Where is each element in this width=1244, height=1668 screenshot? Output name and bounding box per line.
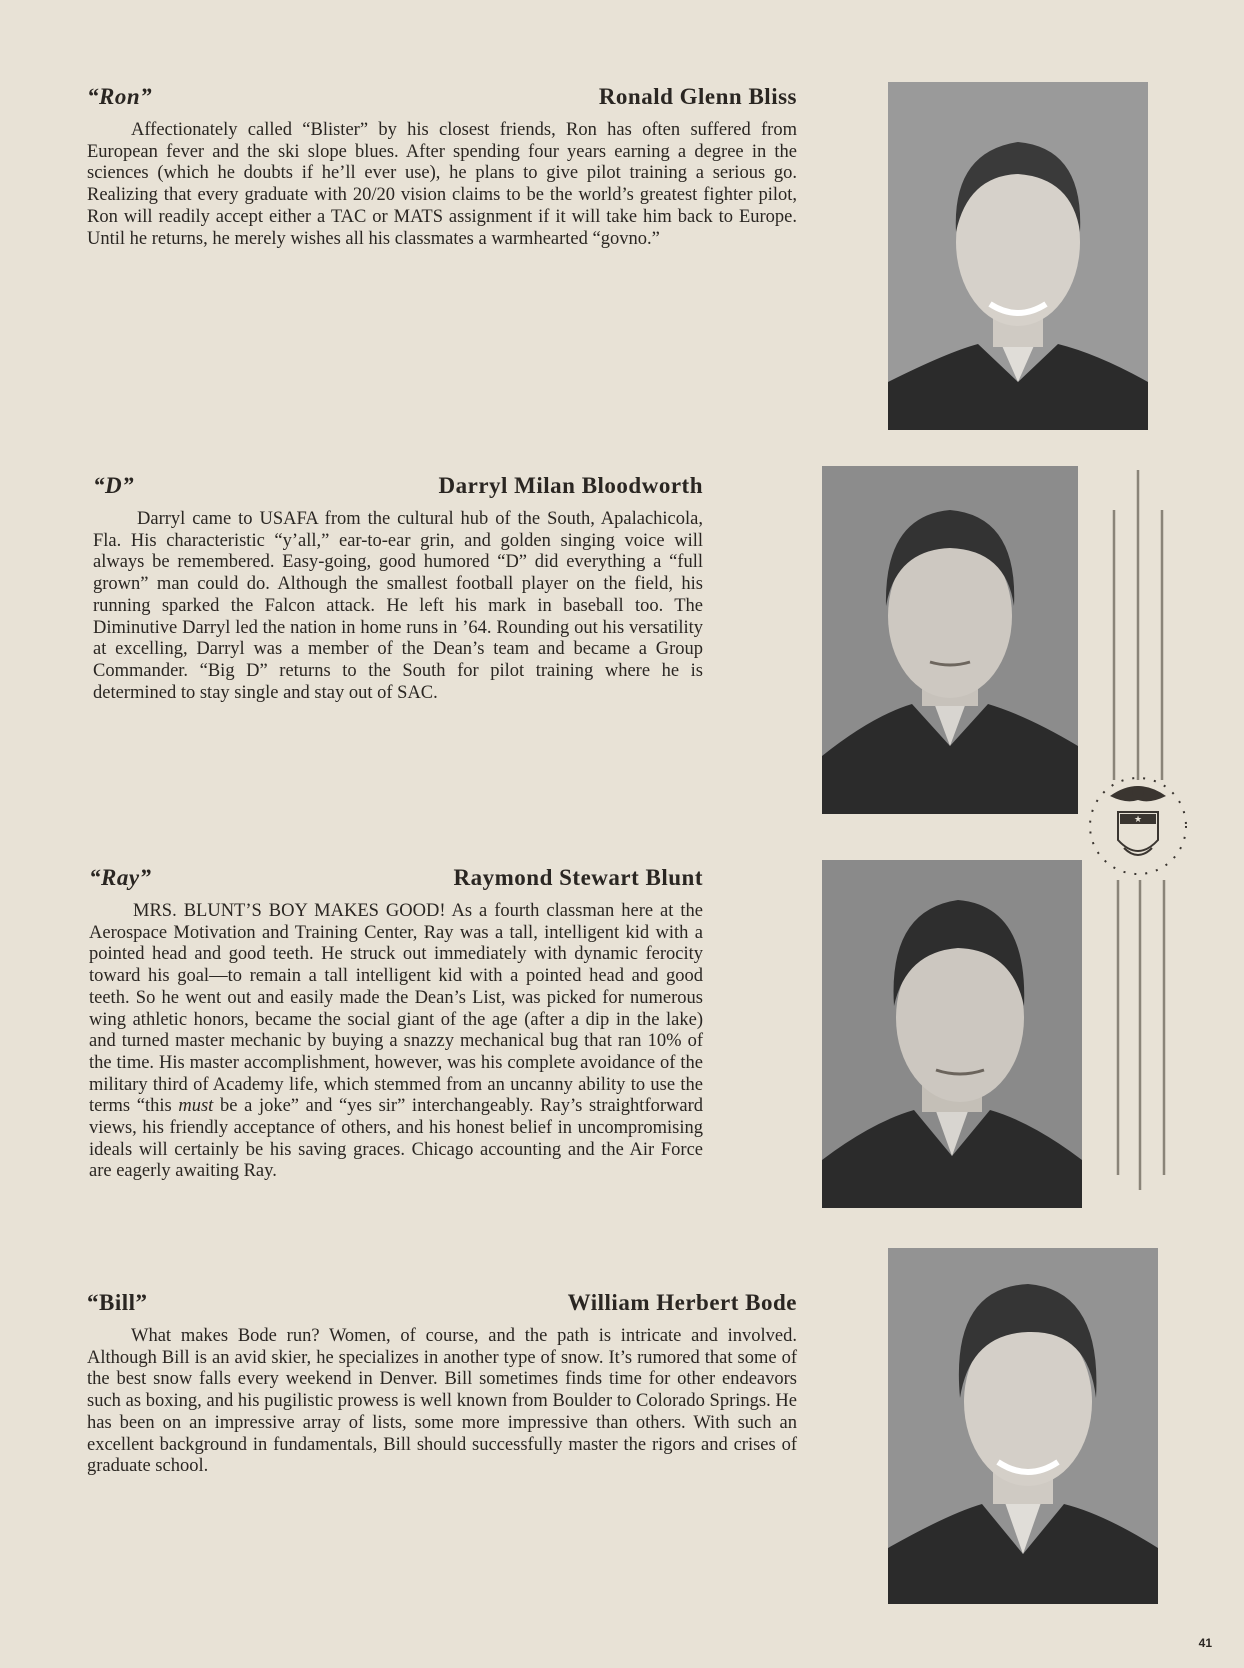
portrait-photo-ronald-bliss bbox=[888, 82, 1148, 430]
entry-raymond-blunt bbox=[89, 865, 703, 1183]
nickname: “Ron” bbox=[87, 84, 153, 109]
entry-william-bode bbox=[87, 1290, 797, 1478]
nickname: “D” bbox=[93, 473, 135, 498]
decorative-rules-with-crest bbox=[1080, 470, 1200, 1190]
biography: MRS. BLUNT’S BOY MAKES GOOD! As a fourth classman here at the Aerospace Motivation and Training Center, Ray was a tall, intelligent kid with a pointed head and good teeth. He struck out immediately with dynamic ferocity toward his goal—to remain a tall intelligent kid with a pointed head and good teeth. So he went out and easily made the Dean’s List, was picked for numerous wing athletic honors, became the social giant of the age (after a dip in the lake) and turned master mechanic by buying a snazzy mechanical bug that ran 10% of the time. His master accomplishment, however, was his complete avoidance of the military third of Academy life, which stemmed from an uncanny ability to use the terms “this must be a joke” and “yes sir” interchangeably. Ray’s straightforward views, his friendly acceptance of others, and his honest belief in uncompromising ideals will certainly be his saving graces. Chicago accounting and the Air Force are eagerly awaiting Ray. bbox=[89, 901, 703, 1182]
full-name: Darryl Milan Bloodworth bbox=[438, 473, 703, 498]
portrait-photo-william-bode bbox=[888, 1248, 1158, 1604]
svg-text:★: ★ bbox=[1133, 814, 1143, 824]
full-name: Raymond Stewart Blunt bbox=[453, 865, 703, 890]
full-name: Ronald Glenn Bliss bbox=[598, 84, 797, 109]
nickname: “Ray” bbox=[89, 865, 152, 890]
biography: Darryl came to USAFA from the cultural hub of the South, Apalachicola, Fla. His characteristic “y’all,” ear-to-ear grin, and golden singing voice will always be remembered. Easy-going, good humored “D” did everything a “full grown” man could do. Although the smallest football player on the field, his running sparked the Falcon attack. He left his mark in baseball too. The Diminutive Darryl led the nation in home runs in ’64. Rounding out his versatility at excelling, Darryl was a member of the Dean’s team and became a Group Commander. “Big D” returns to the South for pilot training where he is determined to stay single and stay out of SAC. bbox=[93, 509, 703, 703]
entry-ronald-bliss bbox=[87, 84, 797, 250]
portrait-photo-raymond-blunt bbox=[822, 860, 1082, 1208]
biography: What makes Bode run? Women, of course, and the path is intricate and involved. Although Bill is an avid skier, he specializes in another type of snow. It’s rumored that some of the best snow falls every weekend in Denver. Bill sometimes finds time for other endeavors such as boxing, and his pugilistic prowess is well known from Boulder to Colorado Springs. He has been on an impressive array of lists, some more impressive than others. With such an excellent background in fundamentals, Bill should successfully master the rigors and crises of graduate school. bbox=[87, 1326, 797, 1477]
entry-darryl-bloodworth bbox=[93, 473, 703, 704]
portrait-photo-darryl-bloodworth bbox=[822, 466, 1078, 814]
full-name: William Herbert Bode bbox=[567, 1290, 797, 1315]
page-number: 41 bbox=[1198, 1636, 1212, 1650]
biography: Affectionately called “Blister” by his closest friends, Ron has often suffered from European fever and the ski slope blues. After spending four years earning a degree in the sciences (which he doubts if he’ll ever use), he plans to give pilot training a serious go. Realizing that every graduate with 20/20 vision claims to be the world’s greatest fighter pilot, Ron will readily accept either a TAC or MATS assignment if it will take him back to Europe. Until he returns, he merely wishes all his classmates a warmhearted “govno.” bbox=[87, 120, 797, 249]
academy-crest-icon bbox=[1090, 778, 1186, 874]
nickname: “Bill” bbox=[87, 1290, 148, 1315]
